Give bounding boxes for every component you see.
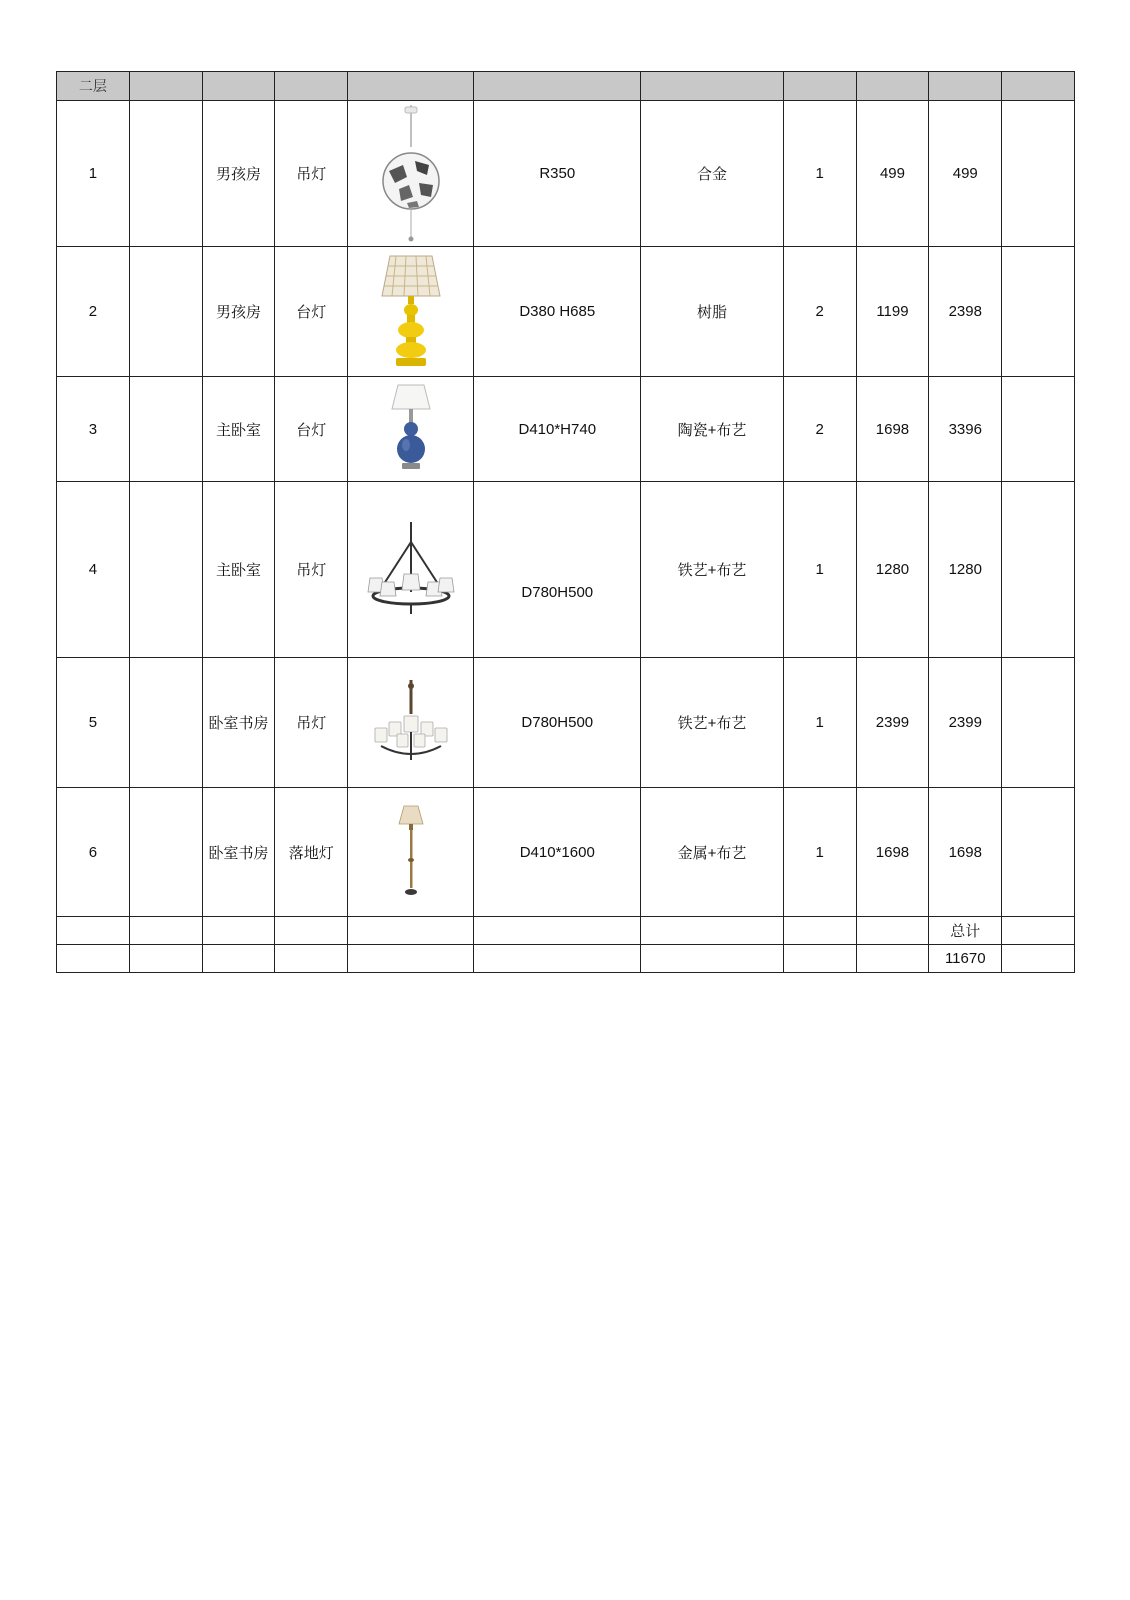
type-cell: 台灯 (275, 247, 348, 377)
row-number: 6 (57, 788, 130, 917)
size-cell: D380 H685 (474, 247, 641, 377)
product-image-cell (348, 658, 474, 788)
unit-price-cell: 1698 (856, 788, 929, 917)
type-cell: 吊灯 (275, 101, 348, 247)
table-row (57, 247, 1075, 377)
room-cell: 男孩房 (202, 247, 275, 377)
row-number: 4 (57, 482, 130, 658)
line-total-cell: 3396 (929, 377, 1002, 482)
room-cell: 男孩房 (202, 101, 275, 247)
yellow-table-lamp-icon (376, 252, 446, 372)
row-number: 5 (57, 658, 130, 788)
iron-chandelier-icon (366, 522, 456, 618)
type-cell: 落地灯 (275, 788, 348, 917)
room-cell: 主卧室 (202, 482, 275, 658)
quantity-cell: 1 (783, 482, 856, 658)
line-total-cell: 1280 (929, 482, 1002, 658)
quantity-cell: 2 (783, 247, 856, 377)
material-cell: 合金 (641, 101, 783, 247)
shaded-chandelier-icon (371, 680, 451, 766)
room-cell: 卧室书房 (202, 658, 275, 788)
quantity-cell: 1 (783, 658, 856, 788)
table-row (57, 482, 1075, 658)
product-image-cell (348, 788, 474, 917)
room-cell: 主卧室 (202, 377, 275, 482)
type-cell: 吊灯 (275, 482, 348, 658)
unit-price-cell: 499 (856, 101, 929, 247)
floor-lamp-icon (396, 804, 426, 900)
row-number: 2 (57, 247, 130, 377)
type-cell: 台灯 (275, 377, 348, 482)
quantity-cell: 1 (783, 101, 856, 247)
material-cell: 金属+布艺 (641, 788, 783, 917)
material-cell: 陶瓷+布艺 (641, 377, 783, 482)
material-cell: 铁艺+布艺 (641, 482, 783, 658)
product-image-cell (348, 482, 474, 658)
lighting-schedule-table (56, 71, 1075, 973)
material-cell: 铁艺+布艺 (641, 658, 783, 788)
unit-price-cell: 1199 (856, 247, 929, 377)
summary-label: 总计 (929, 917, 1002, 945)
row-number: 3 (57, 377, 130, 482)
grand-total-value: 11670 (929, 945, 1002, 973)
table-row (57, 658, 1075, 788)
summary-label-row (57, 917, 1075, 945)
unit-price-cell: 1280 (856, 482, 929, 658)
summary-value-row (57, 945, 1075, 973)
line-total-cell: 2398 (929, 247, 1002, 377)
room-cell: 卧室书房 (202, 788, 275, 917)
product-image-cell (348, 101, 474, 247)
line-total-cell: 499 (929, 101, 1002, 247)
quantity-cell: 1 (783, 788, 856, 917)
header-row (57, 72, 1075, 101)
unit-price-cell: 1698 (856, 377, 929, 482)
floor-label: 二层 (57, 72, 130, 101)
blue-ceramic-table-lamp-icon (386, 383, 436, 475)
table-row (57, 788, 1075, 917)
pendant-globe-lamp-icon (381, 105, 441, 243)
product-image-cell (348, 377, 474, 482)
size-cell: D410*H740 (474, 377, 641, 482)
row-number: 1 (57, 101, 130, 247)
unit-price-cell: 2399 (856, 658, 929, 788)
table-row (57, 101, 1075, 247)
size-cell: D780H500 (474, 658, 641, 788)
material-cell: 树脂 (641, 247, 783, 377)
quantity-cell: 2 (783, 377, 856, 482)
type-cell: 吊灯 (275, 658, 348, 788)
table-row (57, 377, 1075, 482)
line-total-cell: 2399 (929, 658, 1002, 788)
product-image-cell (348, 247, 474, 377)
size-cell: D780H500 (474, 482, 641, 658)
line-total-cell: 1698 (929, 788, 1002, 917)
size-cell: D410*1600 (474, 788, 641, 917)
size-cell: R350 (474, 101, 641, 247)
